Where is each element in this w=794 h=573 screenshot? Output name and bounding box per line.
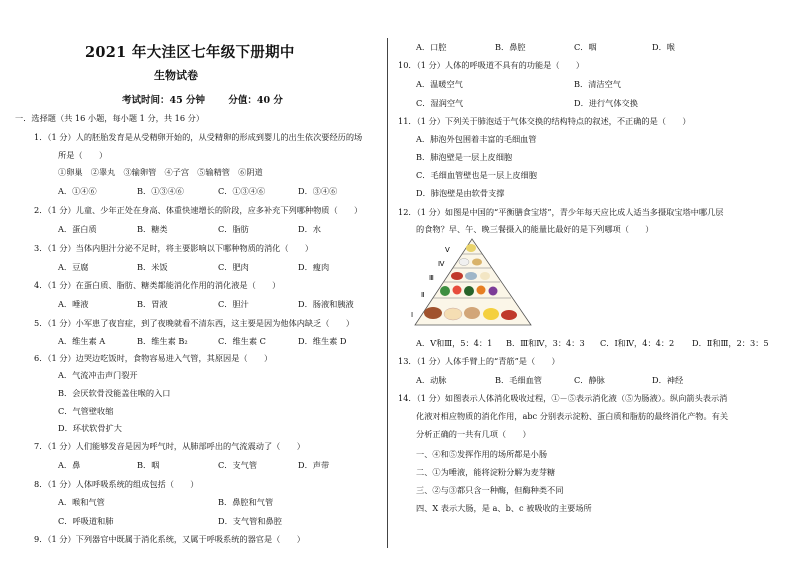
question-4: 4．（1 分）在蛋白质、脂肪、糖类都能消化作用的消化液是（ ） bbox=[34, 280, 281, 290]
question-14-line-3: 分析正确的一共有几项（ ） bbox=[416, 429, 531, 439]
section-heading: 一．选择题（共 16 小题，每小题 1 分，共 16 分） bbox=[15, 113, 205, 123]
question-1-line-2: 所是（ ） bbox=[58, 150, 108, 160]
q7-option-d[interactable]: D．声带 bbox=[298, 460, 330, 470]
question-14-line-1: 14．（1 分）如图表示人体消化吸收过程，①－⑤表示消化液（⑤为肠液）。纵向箭头表示消 bbox=[398, 393, 728, 403]
milk-icon bbox=[459, 259, 469, 266]
q2-option-a[interactable]: A．蛋白质 bbox=[58, 224, 97, 234]
tier-label-4: Ⅳ bbox=[438, 260, 445, 268]
question-7: 7．（1 分）人们能够发音是因为呼气时，从肺部呼出的气流震动了（ ） bbox=[34, 441, 305, 451]
q1-option-b[interactable]: B．①③④⑥ bbox=[137, 186, 184, 196]
q12-option-c[interactable]: C．Ⅰ和Ⅳ，4：4：2 bbox=[600, 338, 675, 348]
question-14-line-2: 化液对相应物质的消化作用，abc 分别表示淀粉、蛋白质和脂肪的最终消化产物。有关 bbox=[416, 411, 729, 421]
q11-option-b[interactable]: B．肺泡壁是一层上皮细胞 bbox=[416, 152, 513, 162]
q8-option-a[interactable]: A．喉和气管 bbox=[58, 497, 105, 507]
q6-option-c[interactable]: C．气管壁收缩 bbox=[58, 406, 114, 416]
q5-option-c[interactable]: C．维生素 C bbox=[218, 336, 266, 346]
apple-icon bbox=[453, 286, 462, 295]
exam-info bbox=[122, 92, 303, 106]
q11-option-c[interactable]: C．毛细血管壁也是一层上皮细胞 bbox=[416, 170, 537, 180]
q4-option-d[interactable]: D．肠液和胰液 bbox=[298, 299, 354, 309]
q11-option-a[interactable]: A．肺泡外包围着丰富的毛细血管 bbox=[416, 134, 537, 144]
corn-icon bbox=[483, 308, 499, 320]
question-13: 13．（1 分）人体手臂上的“青筋”是（ ） bbox=[398, 356, 560, 366]
q5-option-a[interactable]: A．维生素 A bbox=[58, 336, 106, 346]
exam-title: 2021 年大洼区七年级下册期中 bbox=[85, 44, 295, 61]
food-pyramid-figure bbox=[409, 235, 535, 330]
question-3: 3．（1 分）当体内胆汁分泌不足时，将主要影响以下哪种物质的消化（ ） bbox=[34, 243, 314, 253]
egg-icon bbox=[480, 272, 490, 280]
q12-option-b[interactable]: B．Ⅲ和Ⅳ，3：4：3 bbox=[506, 338, 585, 348]
potato-icon bbox=[464, 307, 480, 319]
q2-option-d[interactable]: D．水 bbox=[298, 224, 321, 234]
greens-icon bbox=[464, 286, 474, 296]
vegetable-icon bbox=[440, 286, 450, 296]
exam-score: 分值：40 分 bbox=[228, 95, 283, 106]
q3-option-d[interactable]: D．瘦肉 bbox=[298, 262, 330, 272]
fish-icon bbox=[465, 272, 477, 280]
q1-option-c[interactable]: C．①③④⑥ bbox=[218, 186, 266, 196]
question-8: 8．（1 分）人体呼吸系统的组成包括（ ） bbox=[34, 479, 199, 489]
q6-option-d[interactable]: D．环状软骨扩大 bbox=[58, 423, 122, 433]
question-5: 5．（1 分）小军患了夜盲症，到了夜晚就看不清东西，这主要是因为他体内缺乏（ ） bbox=[34, 318, 355, 328]
q4-option-b[interactable]: B．胃液 bbox=[137, 299, 168, 309]
bean-icon bbox=[472, 259, 482, 266]
orange-icon bbox=[477, 286, 486, 295]
question-11: 11．（1 分）下列关于肺泡适于气体交换的结构特点的叙述，不正确的是（ ） bbox=[398, 116, 691, 126]
q2-option-c[interactable]: C．脂肪 bbox=[218, 224, 249, 234]
question-1-line-1: 1．（1 分）人的胚胎发育是从受精卵开始的，从受精卵的形成到婴儿的出生依次要经历的场 bbox=[34, 132, 363, 142]
q10-option-c[interactable]: C．湿润空气 bbox=[416, 98, 464, 108]
question-2: 2．（1 分）儿童、少年正处在身高、体重快速增长的阶段，应多补充下列哪种物质（ ） bbox=[34, 205, 363, 215]
q7-option-b[interactable]: B．咽 bbox=[137, 460, 160, 470]
tier-label-1: Ⅰ bbox=[411, 311, 414, 319]
q5-option-d[interactable]: D．维生素 D bbox=[298, 336, 347, 346]
question-6: 6．（1 分）边哭边吃饭时，食物容易进入气管，其原因是（ ） bbox=[34, 353, 273, 363]
q1-option-d[interactable]: D．③④⑥ bbox=[298, 186, 338, 196]
q4-option-c[interactable]: C．胆汁 bbox=[218, 299, 249, 309]
tier-label-2: Ⅱ bbox=[421, 291, 425, 299]
q7-option-c[interactable]: C．支气管 bbox=[218, 460, 258, 470]
q10-option-d[interactable]: D．进行气体交换 bbox=[574, 98, 638, 108]
q14-statement-3: 三、②与③都只含一种酶，但酶种类不同 bbox=[416, 485, 564, 495]
q2-option-b[interactable]: B．糖类 bbox=[137, 224, 168, 234]
question-12-line-2: 的食物？早、午、晚三餐摄入的能量比最好的是下列哪项（ ） bbox=[416, 224, 654, 234]
q8-option-d[interactable]: D．支气管和鼻腔 bbox=[218, 516, 282, 526]
bread-icon bbox=[424, 307, 442, 319]
q13-option-c[interactable]: C．静脉 bbox=[574, 375, 605, 385]
q8-option-b[interactable]: B．鼻腔和气管 bbox=[218, 497, 274, 507]
meat-icon bbox=[451, 272, 463, 280]
q14-statement-2: 二、①为唾液，能将淀粉分解为麦芽糖 bbox=[416, 467, 556, 477]
q13-option-b[interactable]: B．毛细血管 bbox=[495, 375, 542, 385]
q10-option-b[interactable]: B．清洁空气 bbox=[574, 79, 621, 89]
grape-icon bbox=[489, 287, 498, 296]
q3-option-c[interactable]: C．肥肉 bbox=[218, 262, 249, 272]
sweet-potato-icon bbox=[501, 310, 517, 320]
question-1-sub: ①卵巢 ②睾丸 ③输卵管 ④子宫 ⑤输精管 ⑥阴道 bbox=[58, 167, 263, 177]
question-10: 10．（1 分）人体的呼吸道不具有的功能是（ ） bbox=[398, 60, 585, 70]
q4-option-a[interactable]: A．唾液 bbox=[58, 299, 89, 309]
question-12-line-1: 12．（1 分）如图是中国的“平衡膳食宝塔”，青少年每天应比成人适当多摄取宝塔中哪几层 bbox=[398, 207, 724, 217]
q13-option-d[interactable]: D．神经 bbox=[652, 375, 684, 385]
q6-option-b[interactable]: B．会厌软骨没能盖住喉的入口 bbox=[58, 388, 171, 398]
q12-option-a[interactable]: A．Ⅴ和Ⅲ，5：4：1 bbox=[416, 338, 493, 348]
q7-option-a[interactable]: A．鼻 bbox=[58, 460, 81, 470]
q9-option-b[interactable]: B．鼻腔 bbox=[495, 42, 526, 52]
q11-option-d[interactable]: D．肺泡壁是由软骨支撑 bbox=[416, 188, 505, 198]
question-9: 9．（1 分）下列器官中既属于消化系统，又属于呼吸系统的器官是（ ） bbox=[34, 534, 305, 544]
tier-label-3: Ⅲ bbox=[429, 274, 434, 282]
q9-option-d[interactable]: D．喉 bbox=[652, 42, 675, 52]
q10-option-a[interactable]: A．温暖空气 bbox=[416, 79, 463, 89]
q3-option-b[interactable]: B．米饭 bbox=[137, 262, 168, 272]
q8-option-c[interactable]: C．呼吸道和肺 bbox=[58, 516, 114, 526]
q5-option-b[interactable]: B．维生素 B₂ bbox=[137, 336, 188, 346]
exam-subtitle: 生物试卷 bbox=[154, 69, 198, 82]
q14-statement-1: 一、④和⑤发挥作用的场所都是小肠 bbox=[416, 449, 548, 459]
q12-option-d[interactable]: D．Ⅱ和Ⅲ，2：3：5 bbox=[692, 338, 769, 348]
tier-label-5: Ⅴ bbox=[445, 246, 450, 254]
q14-statement-4: 四、X 表示大肠，是 a、b、c 被吸收的主要场所 bbox=[416, 503, 592, 513]
column-divider bbox=[387, 38, 388, 548]
exam-time: 考试时间：45 分钟 bbox=[122, 95, 206, 106]
rice-icon bbox=[444, 308, 462, 320]
q9-option-c[interactable]: C．咽 bbox=[574, 42, 597, 52]
q3-option-a[interactable]: A．豆腐 bbox=[58, 262, 89, 272]
oil-salt-icon bbox=[466, 244, 476, 252]
q6-option-a[interactable]: A．气流冲击声门裂开 bbox=[58, 370, 138, 380]
q13-option-a[interactable]: A．动脉 bbox=[416, 375, 447, 385]
q1-option-a[interactable]: A．①④⑥ bbox=[58, 186, 97, 196]
q9-option-a[interactable]: A．口腔 bbox=[416, 42, 447, 52]
